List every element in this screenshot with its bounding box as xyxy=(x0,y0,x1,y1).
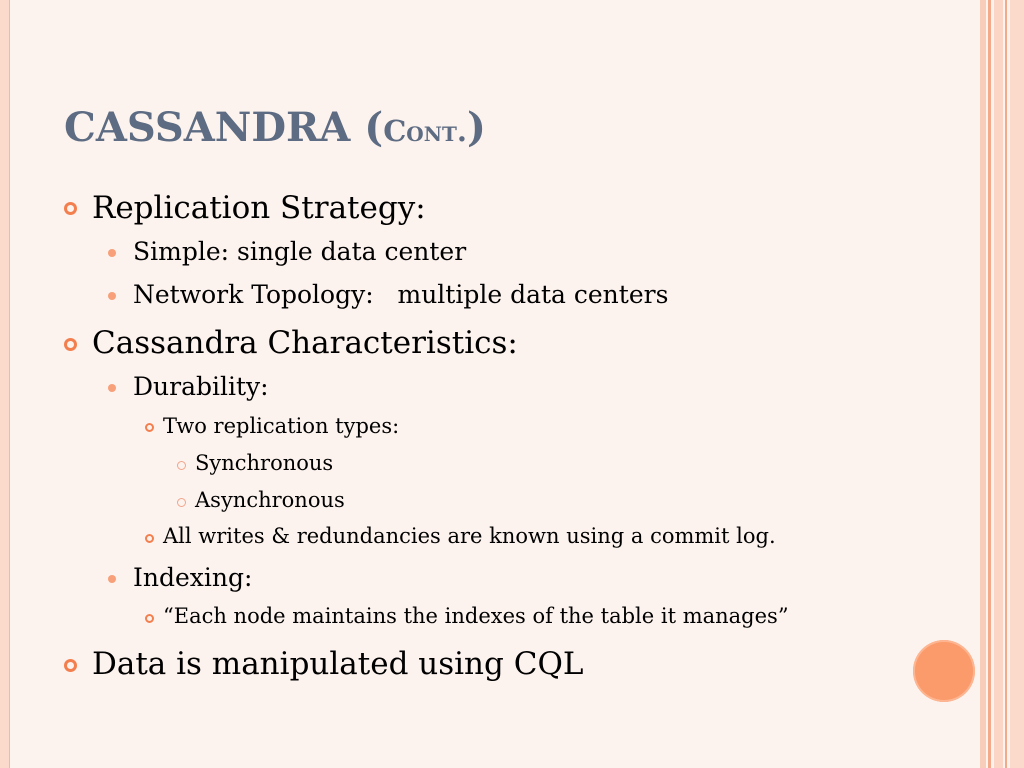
bullet-ring-icon xyxy=(64,659,77,672)
slide-title-close: ) xyxy=(466,104,486,151)
bullet-dot-icon xyxy=(108,575,116,583)
bullet-item: Asynchronous xyxy=(195,488,345,512)
bullet-ring-icon xyxy=(145,614,154,623)
right-stripe-decoration xyxy=(1010,0,1024,768)
slide-title-main: CASSANDRA ( xyxy=(64,104,384,151)
bullet-item: All writes & redundancies are known using a commit log. xyxy=(163,524,776,548)
bullet-ring-icon xyxy=(64,202,77,215)
bullet-ring-icon xyxy=(64,338,77,351)
bullet-dot-icon xyxy=(108,249,116,257)
slide-title-smallcaps: Cont. xyxy=(383,114,467,148)
right-stripe-decoration xyxy=(1005,0,1007,768)
bullet-item: Durability: xyxy=(133,372,269,401)
decorative-circle xyxy=(913,640,975,702)
bullet-item: Network Topology: multiple data centers xyxy=(133,280,669,309)
right-stripe-decoration xyxy=(980,0,986,768)
bullet-item: “Each node maintains the indexes of the table it manages” xyxy=(163,604,789,628)
slide-title xyxy=(64,104,486,151)
bullet-item: Indexing: xyxy=(133,563,253,592)
bullet-item: Cassandra Characteristics: xyxy=(92,325,518,361)
left-border-decoration xyxy=(0,0,10,768)
bullet-ring-icon xyxy=(145,534,154,543)
right-stripe-decoration xyxy=(994,0,1003,768)
right-stripe-decoration xyxy=(988,0,991,768)
bullet-ring-icon xyxy=(177,498,186,507)
bullet-item: Simple: single data center xyxy=(133,237,467,266)
bullet-item: Data is manipulated using CQL xyxy=(92,646,584,682)
bullet-dot-icon xyxy=(108,384,116,392)
bullet-item: Two replication types: xyxy=(163,414,400,438)
bullet-item: Replication Strategy: xyxy=(92,190,426,226)
bullet-dot-icon xyxy=(108,292,116,300)
bullet-ring-icon xyxy=(177,461,186,470)
bullet-item: Synchronous xyxy=(195,451,334,475)
bullet-ring-icon xyxy=(145,423,154,432)
